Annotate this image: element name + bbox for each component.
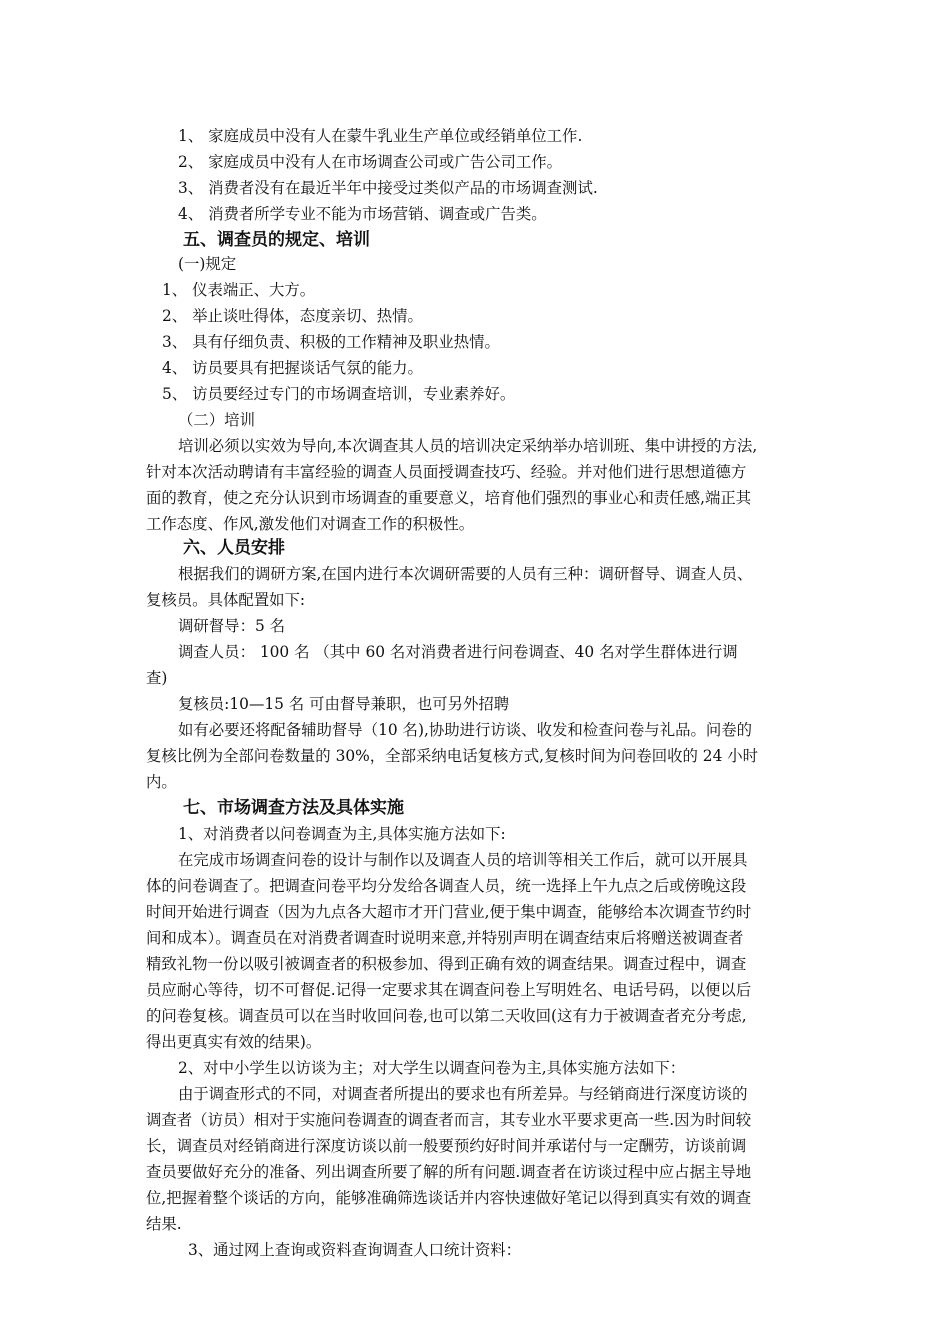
- paragraph-line: 位,把握着整个谈话的方向，能够准确筛选谈话并内容快速做好笔记以得到真实有效的调查: [146, 1189, 752, 1207]
- paragraph-line: 如有必要还将配备辅助督导（10 名),协助进行访谈、收发和检查问卷与礼品。问卷的: [178, 721, 753, 739]
- paragraph-line: 得出更真实有效的结果)。: [146, 1033, 322, 1051]
- criteria-item: 4、 消费者所学专业不能为市场营销、调查或广告类。: [178, 205, 547, 223]
- section-heading-5: 五、调查员的规定、培训: [183, 230, 370, 250]
- paragraph-line: 体的问卷调查了。把调查问卷平均分发给各调查人员，统一选择上午九点之后或傍晚这段: [146, 877, 747, 895]
- rule-item: 5、 访员要经过专门的市场调查培训，专业素养好。: [162, 385, 516, 403]
- paragraph-line: 长，调查员对经销商进行深度访谈以前一般要预约好时间并承诺付与一定酬劳，访谈前调: [146, 1137, 747, 1155]
- paragraph-line: 员应耐心等待，切不可督促.记得一定要求其在调查问卷上写明姓名、电话号码，以便以后: [146, 981, 752, 999]
- staff-reviewers: 复核员:10—15 名 可由督导兼职，也可另外招聘: [178, 695, 510, 713]
- rule-item: 1、 仪表端正、大方。: [162, 281, 316, 299]
- rule-item: 2、 举止谈吐得体，态度亲切、热情。: [162, 307, 423, 325]
- section-heading-7: 七、市场调查方法及具体实施: [183, 798, 404, 818]
- paragraph-line: 复核员。具体配置如下:: [146, 591, 306, 609]
- paragraph-line: 复核比例为全部问卷数量的 30%，全部采纳电话复核方式,复核时间为问卷回收的 24 小时: [146, 747, 759, 765]
- item-title: 2、对中小学生以访谈为主；对大学生以调查问卷为主,具体实施方法如下：: [178, 1059, 686, 1077]
- rule-item: 3、 具有仔细负责、积极的工作精神及职业热情。: [162, 333, 500, 351]
- paragraph-line: 调查者（访员）相对于实施问卷调查的调查者而言，其专业水平要求更高一些.因为时间较: [146, 1111, 752, 1129]
- paragraph-line: 根据我们的调研方案,在国内进行本次调研需要的人员有三种：调研督导、调查人员、: [178, 565, 753, 583]
- section-heading-6: 六、人员安排: [183, 538, 285, 558]
- paragraph-line: 结果.: [146, 1215, 182, 1233]
- paragraph-line: 时间开始进行调查（因为九点各大超市才开门营业,便于集中调查，能够给本次调查节约时: [146, 903, 752, 921]
- paragraph-line: 针对本次活动聘请有丰富经验的调查人员面授调查技巧、经验。并对他们进行思想道德方: [146, 463, 747, 481]
- rule-item: 4、 访员要具有把握谈话气氛的能力。: [162, 359, 423, 377]
- subheading-training: （二）培训: [178, 411, 255, 429]
- paragraph-line: 在完成市场调查问卷的设计与制作以及调查人员的培训等相关工作后，就可以开展具: [178, 851, 748, 869]
- paragraph-line: 培训必须以实效为导向,本次调查其人员的培训决定采纳举办培训班、集中讲授的方法,: [178, 437, 758, 455]
- criteria-item: 1、 家庭成员中没有人在蒙牛乳业生产单位或经销单位工作.: [178, 127, 583, 145]
- subheading-rules: (一)规定: [178, 255, 237, 273]
- paragraph-line: 的问卷复核。调查员可以在当时收回问卷,也可以第二天收回(这有力于被调查者充分考虑,: [146, 1007, 747, 1025]
- criteria-item: 3、 消费者没有在最近半年中接受过类似产品的市场调查测试.: [178, 179, 598, 197]
- paragraph-line: 查员要做好充分的准备、列出调查所要了解的所有问题.调查者在访谈过程中应占据主导地: [146, 1163, 752, 1181]
- paragraph-line: 精致礼物一份以吸引被调查者的积极参加、得到正确有效的调查结果。调查过程中，调查: [146, 955, 747, 973]
- staff-supervisors: 调研督导：5 名: [178, 617, 286, 635]
- item-title: 3、通过网上查询或资料查询调查人口统计资料：: [188, 1241, 521, 1259]
- paragraph-line: 由于调查形式的不同，对调查者所提出的要求也有所差异。与经销商进行深度访谈的: [178, 1085, 748, 1103]
- criteria-item: 2、 家庭成员中没有人在市场调查公司或广告公司工作。: [178, 153, 563, 171]
- paragraph-line: 内。: [146, 773, 177, 791]
- staff-investigators-cont: 查): [146, 669, 168, 687]
- paragraph-line: 面的教育，使之充分认识到市场调查的重要意义，培育他们强烈的事业心和责任感,端正其: [146, 489, 752, 507]
- item-title: 1、对消费者以问卷调查为主,具体实施方法如下:: [178, 825, 506, 843]
- paragraph-line: 间和成本）。调查员在对消费者调查时说明来意,并特别声明在调查结束后将赠送被调查者: [146, 929, 744, 947]
- staff-investigators: 调查人员： 100 名 （其中 60 名对消费者进行问卷调查、40 名对学生群体进行调: [178, 643, 738, 661]
- paragraph-line: 工作态度、作风,激发他们对调查工作的积极性。: [146, 515, 475, 533]
